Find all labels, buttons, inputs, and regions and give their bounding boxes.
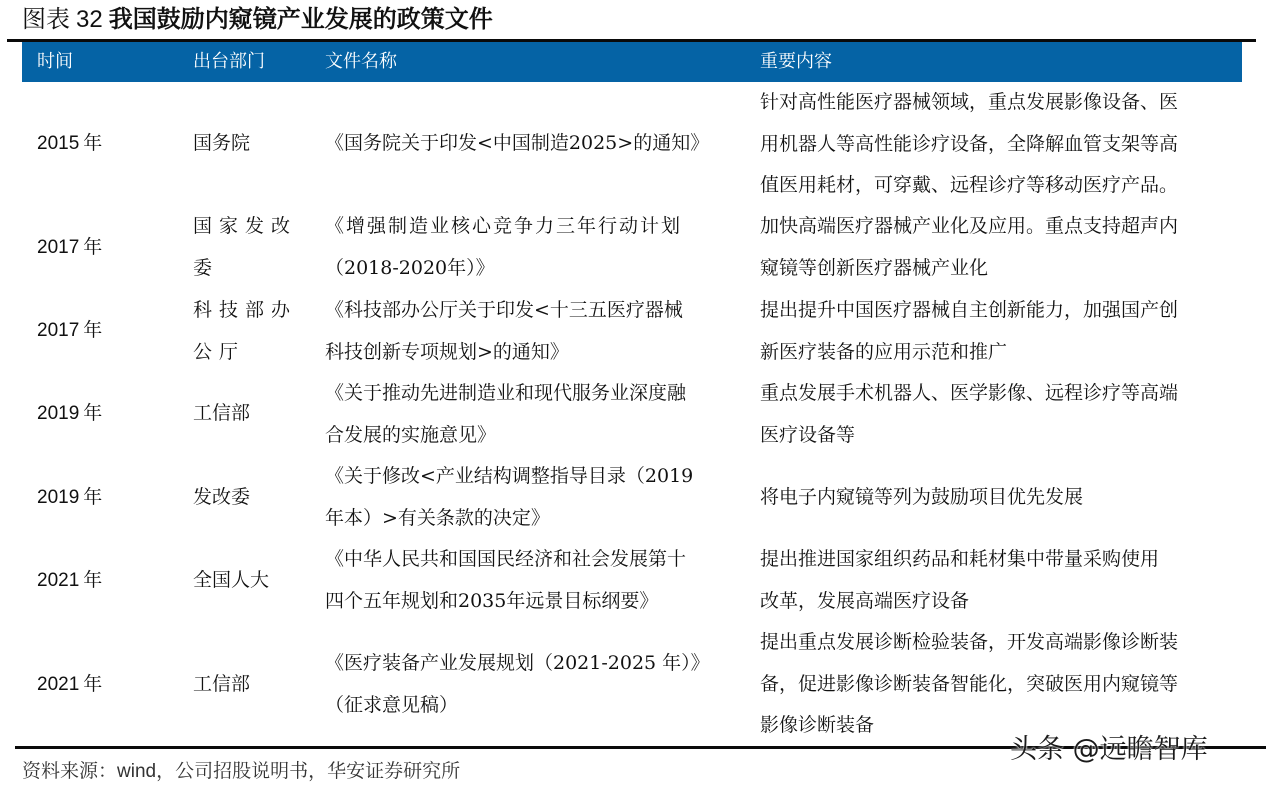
content-line: 新医疗装备的应用示范和推广	[760, 340, 1008, 363]
department-line: 公厅	[193, 340, 246, 363]
year-unit: 年	[83, 486, 103, 508]
document-line: 四个五年规划和2035年远景目标纲要》	[325, 589, 659, 612]
year-value: 2021	[37, 570, 80, 591]
year-value: 2019	[37, 403, 80, 424]
time-cell	[37, 393, 102, 435]
year-unit: 年	[83, 569, 103, 591]
column-header-department: 出台部门	[193, 51, 265, 72]
year-value: 2021	[37, 674, 80, 695]
document-cell	[325, 643, 710, 726]
year-value: 2017	[37, 320, 80, 341]
document-cell	[325, 373, 686, 456]
content-line: 值医用耗材，可穿戴、远程诊疗等移动医疗产品。	[760, 174, 1179, 196]
department-line: 工信部	[193, 673, 251, 695]
document-line: 年本）>有关条款的决定》	[325, 506, 550, 529]
document-cell	[325, 290, 683, 373]
time-cell	[37, 664, 102, 706]
content-cell	[760, 373, 1178, 456]
content-line: 提出重点发展诊断检验装备，开发高端影像诊断装	[760, 631, 1179, 653]
document-line: （2018-2020年）》	[325, 256, 495, 279]
department-cell	[193, 393, 250, 435]
document-line: 科技创新专项规划>的通知》	[325, 340, 569, 363]
source-prefix: 资料来源：	[22, 760, 118, 782]
document-line: 《国务院关于印发<中国制造2025>的通知》	[325, 132, 710, 154]
time-cell	[37, 123, 102, 165]
document-line: 《关于推动先进制造业和现代服务业深度融	[325, 382, 687, 404]
time-cell	[37, 560, 102, 602]
department-line: 发改委	[193, 486, 251, 508]
column-header-document: 文件名称	[325, 51, 397, 72]
content-cell	[760, 206, 1178, 289]
column-header-time: 时间	[37, 51, 73, 72]
department-cell	[193, 290, 297, 373]
content-line: 针对高性能医疗器械领域，重点发展影像设备、医	[760, 91, 1179, 113]
watermark: 头条 @远瞻智库	[1010, 734, 1208, 765]
content-line: 备，促进影像诊断装备智能化，突破医用内窥镜等	[760, 672, 1179, 695]
content-cell	[760, 539, 1159, 622]
content-cell	[760, 477, 1083, 519]
document-cell	[325, 456, 693, 539]
table-header	[22, 42, 1242, 82]
document-line: 《医疗装备产业发展规划（2021-2025 年）》	[325, 652, 710, 674]
department-cell	[193, 477, 250, 519]
department-line: 国家发改	[193, 215, 298, 237]
content-line: 影像诊断装备	[760, 714, 875, 736]
content-line: 窥镜等创新医疗器械产业化	[760, 256, 989, 279]
source-rest: ，公司招股说明书，华安证券研究所	[156, 760, 461, 782]
department-cell	[193, 206, 297, 289]
year-unit: 年	[83, 673, 103, 695]
figure-label: 图表	[22, 5, 70, 33]
document-cell	[325, 206, 682, 289]
document-line: 合发展的实施意见》	[325, 423, 497, 446]
document-line: 《科技部办公厅关于印发<十三五医疗器械	[325, 299, 683, 321]
content-cell	[760, 622, 1178, 747]
content-line: 提出推进国家组织药品和耗材集中带量采购使用	[760, 548, 1160, 570]
year-value: 2017	[37, 237, 80, 258]
source-latin: wind	[117, 761, 157, 782]
department-line: 国务院	[193, 132, 251, 154]
department-cell	[193, 560, 269, 602]
content-line: 重点发展手术机器人、医学影像、远程诊疗等高端	[760, 382, 1179, 404]
content-cell	[760, 290, 1178, 373]
figure-title	[22, 4, 493, 35]
source-note	[22, 756, 460, 787]
year-value: 2019	[37, 487, 80, 508]
year-unit: 年	[83, 132, 103, 154]
content-line: 医疗设备等	[760, 423, 856, 446]
time-cell	[37, 477, 102, 519]
time-cell	[37, 310, 102, 352]
document-line: 《增强制造业核心竞争力三年行动计划	[325, 215, 683, 237]
document-cell	[325, 539, 686, 622]
content-line: 改革，发展高端医疗设备	[760, 589, 970, 612]
content-cell	[760, 82, 1178, 207]
document-line: 《关于修改<产业结构调整指导目录（2019	[325, 465, 694, 487]
content-line: 提出提升中国医疗器械自主创新能力，加强国产创	[760, 299, 1179, 321]
content-line: 加快高端医疗器械产业化及应用。重点支持超声内	[760, 215, 1179, 237]
content-line: 将电子内窥镜等列为鼓励项目优先发展	[760, 486, 1084, 508]
department-line: 委	[193, 256, 220, 279]
figure-number: 32	[76, 6, 103, 33]
year-unit: 年	[83, 402, 103, 424]
department-line: 全国人大	[193, 569, 270, 591]
time-cell	[37, 227, 102, 269]
document-cell	[325, 123, 709, 165]
document-line: 《中华人民共和国国民经济和社会发展第十	[325, 548, 687, 570]
document-line: （征求意见稿）	[325, 693, 459, 716]
column-header-content: 重要内容	[760, 51, 832, 72]
department-line: 工信部	[193, 402, 251, 424]
department-line: 科技部办	[193, 299, 298, 321]
department-cell	[193, 123, 250, 165]
department-cell	[193, 664, 250, 706]
year-unit: 年	[83, 319, 103, 341]
figure-title-text: 我国鼓励内窥镜产业发展的政策文件	[108, 4, 493, 33]
year-value: 2015	[37, 133, 80, 154]
year-unit: 年	[83, 236, 103, 258]
content-line: 用机器人等高性能诊疗设备，全降解血管支架等高	[760, 132, 1179, 155]
